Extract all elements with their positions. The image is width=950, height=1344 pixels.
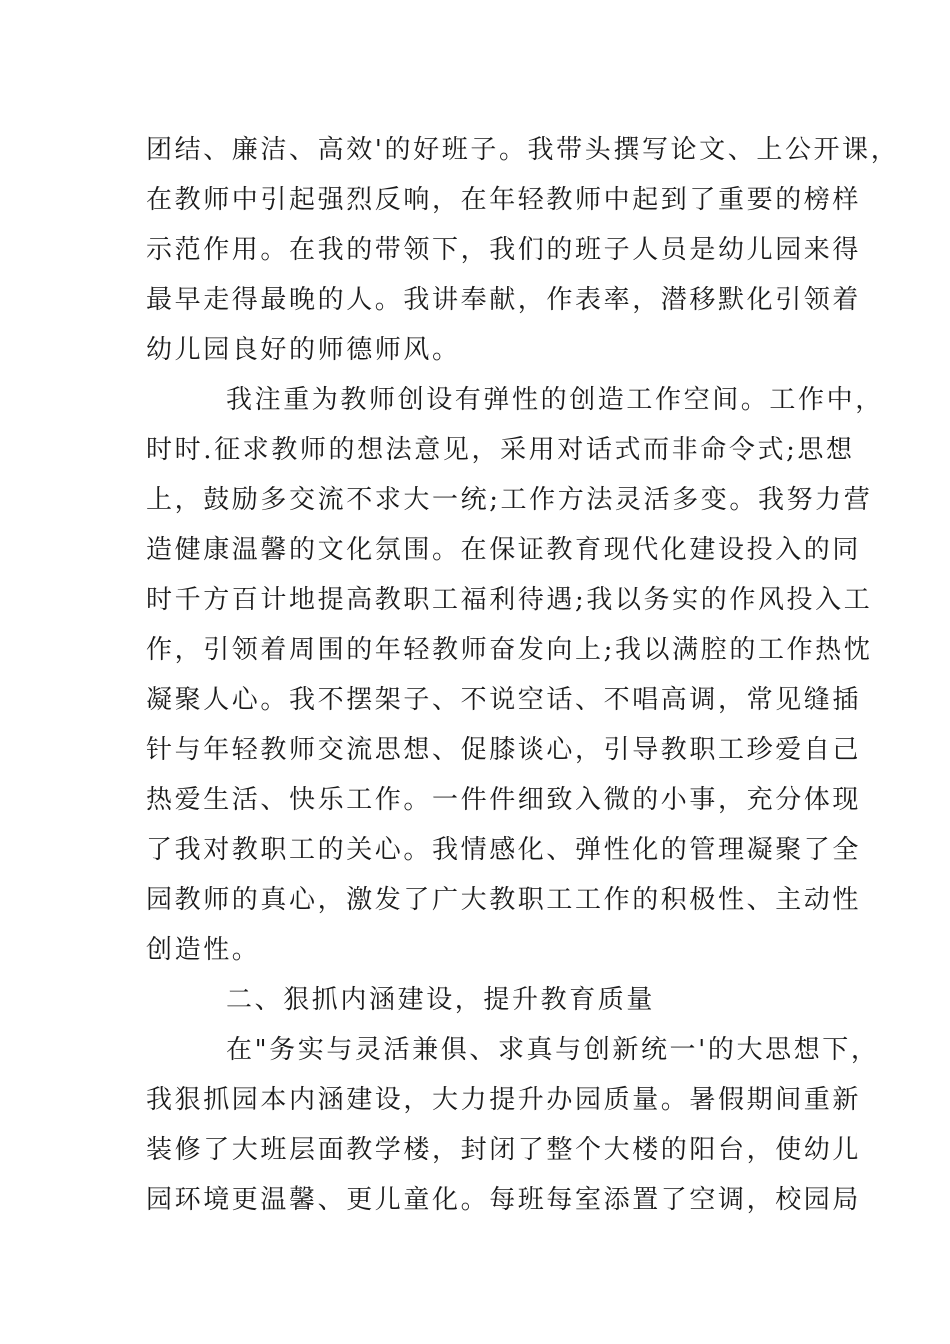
paragraph-line: 时时.征求教师的想法意见，采用对话式而非命令式;思想 xyxy=(146,435,855,465)
paragraph-line: 园环境更温馨、更儿童化。每班每室添置了空调，校园局 xyxy=(146,1185,862,1215)
paragraph-line: 热爱生活、快乐工作。一件件细致入微的小事，充分体现 xyxy=(146,785,862,815)
paragraph-line: 在教师中引起强烈反响，在年轻教师中起到了重要的榜样 xyxy=(146,185,862,215)
paragraph-line: 在"务实与灵活兼俱、求真与创新统一'的大思想下， xyxy=(226,1035,880,1065)
section-heading: 二、狠抓内涵建设，提升教育质量 xyxy=(226,985,656,1015)
paragraph-line: 凝聚人心。我不摆架子、不说空话、不唱高调，常见缝插 xyxy=(146,685,862,715)
paragraph-line: 我狠抓园本内涵建设，大力提升办园质量。暑假期间重新 xyxy=(146,1085,862,1115)
paragraph-line: 造健康温馨的文化氛围。在保证教育现代化建设投入的同 xyxy=(146,535,862,565)
paragraph-line: 示范作用。在我的带领下，我们的班子人员是幼儿园来得 xyxy=(146,235,862,265)
paragraph-line: 作，引领着周围的年轻教师奋发向上;我以满腔的工作热忱 xyxy=(146,635,873,665)
paragraph-line: 创造性。 xyxy=(146,935,261,965)
paragraph-line: 时千方百计地提高教职工福利待遇;我以务实的作风投入工 xyxy=(146,585,873,615)
paragraph-line: 我注重为教师创设有弹性的创造工作空间。工作中， xyxy=(226,385,884,415)
paragraph-line: 团结、廉洁、高效'的好班子。我带头撰写论文、上公开课， xyxy=(146,135,900,165)
paragraph-line: 上，鼓励多交流不求大一统;工作方法灵活多变。我努力营 xyxy=(146,485,873,515)
paragraph-line: 园教师的真心，激发了广大教职工工作的积极性、主动性 xyxy=(146,885,862,915)
paragraph-line: 幼儿园良好的师德师风。 xyxy=(146,335,461,365)
paragraph-line: 最早走得最晚的人。我讲奉献，作表率，潜移默化引领着 xyxy=(146,285,862,315)
paragraph-line: 了我对教职工的关心。我情感化、弹性化的管理凝聚了全 xyxy=(146,835,862,865)
paragraph-line: 针与年轻教师交流思想、促膝谈心，引导教职工珍爱自己 xyxy=(146,735,862,765)
paragraph-line: 装修了大班层面教学楼，封闭了整个大楼的阳台，使幼儿 xyxy=(146,1135,862,1165)
